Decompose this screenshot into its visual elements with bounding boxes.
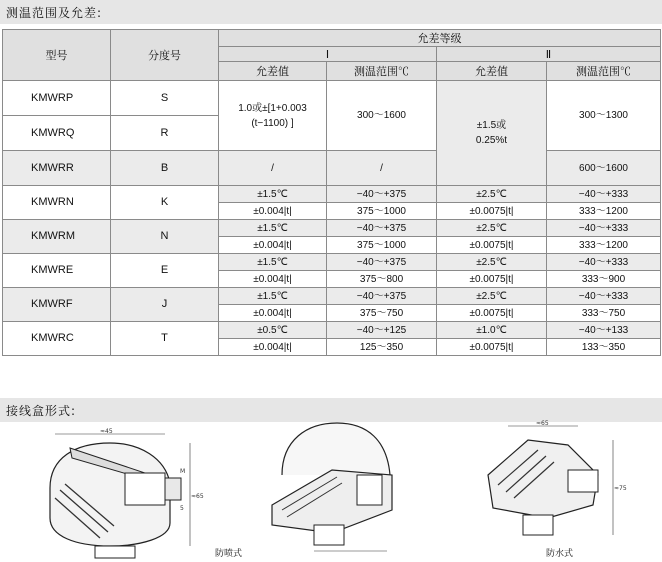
cell-c2-tol: ±2.5℃	[437, 220, 547, 237]
mounting-stem	[523, 515, 553, 535]
cell-c1-range: 125～350	[327, 339, 437, 356]
table-row-grade: K	[111, 186, 219, 220]
noble-c1-tol-line1: 1.0或±[1+0.003	[238, 102, 307, 114]
cell-c2-range: −40～+333	[547, 220, 661, 237]
cell-c2-tol: ±1.0℃	[437, 322, 547, 339]
junction-box-left-drawing	[30, 428, 204, 560]
cell-c1-range: −40～+375	[327, 220, 437, 237]
box-section-title: 接线盒形式:	[6, 404, 77, 418]
noble-c1-tol	[219, 81, 327, 151]
cell-c1-tol: ±1.5℃	[219, 254, 327, 271]
cell-c1-range: −40～+375	[327, 288, 437, 305]
cell-c1-range: 375～750	[327, 305, 437, 322]
cell-c1-tol: ±0.004|t|	[219, 237, 327, 254]
noble-c2-range: 300～1300	[547, 81, 661, 151]
noble-c2-tol	[437, 81, 547, 186]
cell-c2-range: −40～+333	[547, 186, 661, 203]
cell-c2-tol: ±0.0075|t|	[437, 339, 547, 356]
table-row-grade: B	[111, 151, 219, 186]
col-header-c2-tol: 允差值	[437, 62, 547, 81]
mounting-stem	[95, 546, 135, 558]
cell-c2-range: 333～750	[547, 305, 661, 322]
table-row-model: KMWRM	[3, 220, 111, 254]
cell-c1-tol: ±1.5℃	[219, 220, 327, 237]
cell-c1-range: 375～1000	[327, 237, 437, 254]
splashproof-caption: 防喷式	[215, 549, 243, 559]
noble-b-c1-range: /	[327, 151, 437, 186]
cell-c2-tol: ±0.0075|t|	[437, 271, 547, 288]
dome-cover	[282, 423, 390, 475]
col-header-c1-tol: 允差值	[219, 62, 327, 81]
cell-c1-range: 375～800	[327, 271, 437, 288]
table-row-grade: T	[111, 322, 219, 356]
cell-c2-tol: ±0.0075|t|	[437, 203, 547, 220]
cell-c2-range: −40～+333	[547, 288, 661, 305]
cell-c2-tol: ±0.0075|t|	[437, 237, 547, 254]
col-header-class-2: Ⅱ	[437, 47, 661, 62]
cable-gland	[568, 470, 598, 492]
table-row-grade: J	[111, 288, 219, 322]
noble-b-c2-range: 600～1600	[547, 151, 661, 186]
cell-c1-tol: ±1.5℃	[219, 186, 327, 203]
cell-c2-range: 333～1200	[547, 237, 661, 254]
table-row-grade: R	[111, 116, 219, 151]
mounting-stem	[314, 525, 344, 545]
table-row-grade: N	[111, 220, 219, 254]
noble-c2-tol-line1: ±1.5或	[476, 120, 507, 131]
noble-b-c1-tol: /	[219, 151, 327, 186]
noble-c1-range: 300～1600	[327, 81, 437, 151]
small-dimension-a: M	[180, 468, 186, 475]
cell-c1-range: 375～1000	[327, 203, 437, 220]
cell-c2-tol: ±2.5℃	[437, 254, 547, 271]
junction-box-waterproof-drawing	[468, 420, 628, 552]
cell-c1-range: −40～+125	[327, 322, 437, 339]
cell-c2-range: 133～350	[547, 339, 661, 356]
col-header-class-1: Ⅰ	[219, 47, 437, 62]
width-dimension-label: ≈45	[100, 428, 113, 435]
cell-c2-tol: ±0.0075|t|	[437, 305, 547, 322]
cable-gland	[125, 473, 165, 505]
table-row-model: KMWRC	[3, 322, 111, 356]
table-row-grade: S	[111, 81, 219, 116]
table-row-grade: E	[111, 254, 219, 288]
height-dimension-label: ≈75	[614, 485, 627, 492]
col-header-grade: 分度号	[111, 30, 219, 81]
table-row-model: KMWRR	[3, 151, 111, 186]
noble-c2-tol-line2: 0.25%t	[475, 135, 508, 146]
cell-c1-tol: ±0.5℃	[219, 322, 327, 339]
col-header-c1-range: 测温范围℃	[327, 62, 437, 81]
table-row-model: KMWRE	[3, 254, 111, 288]
range-section-title: 测温范围及允差:	[6, 6, 103, 20]
cell-c1-range: −40～+375	[327, 254, 437, 271]
col-header-c2-range: 测温范围℃	[547, 62, 661, 81]
noble-c1-tol-line2: (t−1100) ]	[251, 117, 294, 129]
cell-c2-range: −40～+133	[547, 322, 661, 339]
cell-c1-tol: ±0.004|t|	[219, 305, 327, 322]
cell-c2-range: 333～900	[547, 271, 661, 288]
cell-c2-range: −40～+333	[547, 254, 661, 271]
table-row-model: KMWRQ	[3, 116, 111, 151]
cell-c2-tol: ±2.5℃	[437, 288, 547, 305]
waterproof-caption: 防水式	[546, 549, 574, 559]
small-dimension-b: 5	[180, 505, 184, 512]
height-dimension-label: ≈65	[191, 493, 204, 500]
cell-c1-range: −40～+375	[327, 186, 437, 203]
cell-c1-tol: ±0.004|t|	[219, 271, 327, 288]
table-row-model: KMWRF	[3, 288, 111, 322]
table-row-model: KMWRN	[3, 186, 111, 220]
cell-c1-tol: ±1.5℃	[219, 288, 327, 305]
cell-c2-tol: ±2.5℃	[437, 186, 547, 203]
col-header-model: 型号	[3, 30, 111, 81]
width-dimension-label: ≈65	[536, 420, 549, 427]
range-section-bar	[0, 0, 662, 24]
col-header-tolerance-grade: 允差等级	[219, 30, 661, 47]
table-row-model: KMWRP	[3, 81, 111, 116]
cell-c2-range: 333～1200	[547, 203, 661, 220]
cable-gland	[357, 475, 382, 505]
tolerance-table	[2, 29, 661, 356]
gland-thread	[165, 478, 181, 500]
cell-c1-tol: ±0.004|t|	[219, 339, 327, 356]
junction-box-splashproof-drawing	[252, 415, 412, 557]
cell-c1-tol: ±0.004|t|	[219, 203, 327, 220]
